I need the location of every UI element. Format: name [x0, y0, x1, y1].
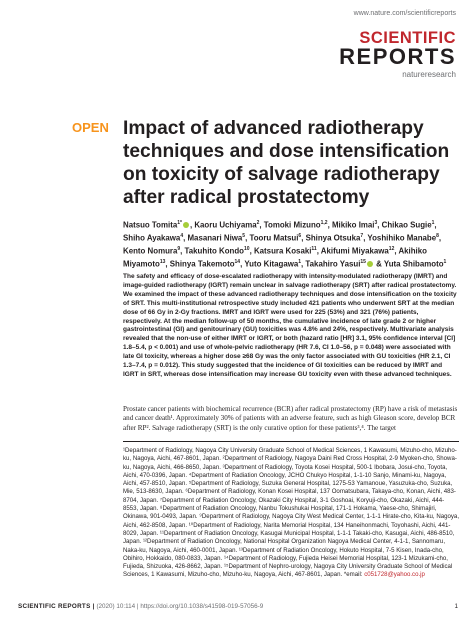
footer-journal: SCIENTIFIC REPORTS | — [18, 603, 95, 610]
author-affiliation-marker: 11 — [311, 246, 317, 253]
journal-name-line1: SCIENTIFIC — [359, 29, 456, 47]
author-affiliation-marker: 4 — [180, 233, 184, 240]
author-affiliation-marker: 8 — [436, 233, 439, 240]
author-affiliation-marker: 12 — [388, 246, 395, 253]
email-link[interactable]: c051728@yahoo.co.jp — [364, 571, 425, 579]
author-name: , Shiho Ayakawa — [123, 220, 437, 243]
author-affiliation-marker: 2 — [256, 220, 260, 226]
author-affiliation-marker: 9 — [177, 246, 181, 253]
open-access-label: OPEN — [72, 120, 109, 135]
journal-name-line2: REPORTS — [339, 44, 456, 69]
author-affiliation-marker: 1 — [443, 259, 447, 266]
journal-logo — [339, 30, 456, 81]
author-affiliation-marker: 13 — [159, 259, 166, 266]
author-affiliation-marker: 14 — [234, 259, 241, 266]
page-number: 1 — [454, 603, 458, 610]
author-affiliation-marker: 10 — [244, 246, 250, 253]
author-name: , Akihiko Miyamoto — [123, 246, 427, 269]
author-affiliation-marker: 6 — [298, 233, 302, 240]
affiliations-divider — [123, 441, 459, 442]
orcid-icon[interactable] — [183, 222, 189, 228]
author-name: Natsuo Tomita — [123, 220, 178, 230]
author-affiliation-marker: 1 — [298, 259, 302, 266]
author-affiliation-marker: 7 — [360, 233, 364, 240]
author-name: , Yoshihiko Manabe — [363, 233, 437, 243]
author-affiliation-marker: 3 — [374, 220, 378, 226]
author-name: , Mikiko Imai — [327, 220, 375, 230]
affiliations-text: ¹Department of Radiology, Nagoya City University Graduate School of Medical Sciences, 1 Kawasumi, Mizuho-cho, Mizuho-ku, Nagoya, Aichi, 467-8601, Japan. ²Department of Radiology, Nagoya Daini Red Cross Hospital, 2-9 Myoken-cho, Showa-ku, Nagoya, Aichi, 466-8650, Japan. ³Department of Radiology, Toyota Kosei Hospital, 500-1 Ibobara, Josui-cho, Toyota, Aichi, 470-0396, Japan. ⁴Department of Radiation Oncology, JCHO Chukyo Hospital, 1-1-10 Sanjo, Minami-ku, Nagoya, Aichi, 457-8510, Japan. ⁵Department of Radiology, Suzuka General Hospital, 1275-53 Yamanoue, Yasuzuka-cho, Suzuka, Mie, 513-8630, Japan. ⁶Department of Radiology, Konan Kosei Hospital, 137 Oomatsubara, Takaya-cho, Konan, Aichi, 483-8704, Japan. ⁷Department of Radiation Oncology, Okazaki City Hospital, 3-1 Goshoai, Koryuji-cho, Okazaki, Aichi, 444-8553, Japan. ⁸Department of Radiation Oncology, Nanbu Tokushukai Hospital, 171-1 Hokama, Yaese-cho, Shimajiri, Okinawa, 901-0493, Japan. ⁹Department of Radiology, Nagoya City West Medical Center, 1-1-1 Hirate-cho, Kita-ku, Nagoya, Aichi, 462-8508, Japan. ¹⁰Department of Radiology, Narita Memorial Hospital, 134 Haneihonmachi, Toyohashi, Aichi, 441-8029, Japan. ¹¹Department of Radiation Oncology, Kasugai Municipal Hospital, 1-1-1 Takaki-cho, Kasugai, Aichi, 486-8510, Japan. ¹²Department of Radiation Oncology, National Hospital Organization Nagoya Medical Center, 4-1-1, Sannomaru, Naka-ku, Nagoya, Aichi, 460-0001, Japan. ¹³Department of Radiation Oncology, Hokuto Hospital, 7-5 Kisen, Inada-cho, Obihiro, Hokkaido, 080-0833, Japan. ¹⁴Department of Radiology, Fujieda Heisei Memorial Hospital, 123-1 Mizukami-cho, Fujieda, Shizuoka, 426-8662, Japan. ¹⁵Department of Nephro-urology, Nagoya City University Graduate School of Medical Sciences, 1 Kawasumi, Mizuho-cho, Mizuho-ku, Nagoya, Aichi, 467-8601, Japan. — [123, 447, 460, 579]
author-affiliation-marker: 5 — [242, 233, 246, 240]
author-affiliation-marker: 1,2 — [320, 220, 328, 226]
author-affiliation-marker: 1* — [177, 220, 182, 226]
abstract: The safety and efficacy of dose-escalated radiotherapy with intensity-modulated radiotherapy (IMRT) and image-guided radiotherapy (IGRT) remain unclear in salvage radiotherapy (SRT) after radical prostatectomy. We examined the impact of these advanced radiotherapy techniques and dose intensification on the toxicity of SRT. This multi-institutional retrospective study included 421 patients who underwent SRT at the median dose of 66 Gy in 2-Gy fractions. IMRT and IGRT were used for 225 (53%) and 321 (76%) patients, respectively. At the median follow-up of 50 months, the cumulative incidence of late grade 2 or higher gastrointestinal (GI) and genitourinary (GU) toxicities was 4.8% and 24%, respectively. Multivariate analysis revealed that the non-use of either IMRT or IGRT, or both (hazard ratio [HR] 3.1, 95% confidence interval [CI] 1.8–5.4, p < 0.001) and use of whole-pelvic radiotherapy (HR 7.6, CI 1.0–56, p = 0.048) were associated with late GI toxicity, whereas a higher dose ≥68 Gy was the only factor associated with GU toxicities (HR 2.1, CI 1.3–7.4, p = 0.012). This study suggested that the incidence of GI toxicities can be reduced by IMRT and IGRT in SRT, whereas dose intensification may increase GU toxicity even with these advanced techniques. — [123, 273, 457, 378]
footer-citation[interactable]: (2020) 10:114 | https://doi.org/10.1038/s41598-019-57056-9 — [96, 603, 264, 610]
author-name: , Kaoru Uchiyama — [189, 220, 257, 230]
author-name: & Yuta Shibamoto — [373, 259, 444, 269]
introduction-paragraph: Prostate cancer patients with biochemical recurrence (BCR) after radical prostatectomy (RP) have a risk of metastasis and cancer death¹. Approximately 30% of patients with an adverse feature, such as high Gleason score, develop BCR after RP². Salvage radiotherapy (SRT) is the only curative option for these patients³,⁴. The target — [123, 405, 458, 432]
author-name: , Takahiro Yasui — [301, 259, 361, 269]
author-name: , Shinya Takemoto — [165, 259, 235, 269]
author-name: , Katsura Kosaki — [249, 246, 312, 256]
author-name: , Shinya Otsuka — [301, 233, 361, 243]
author-affiliation-marker: 15 — [360, 259, 366, 266]
publisher-name: natureresearch — [402, 70, 456, 79]
author-list — [123, 218, 459, 270]
article-title: Impact of advanced radiotherapy techniques and dose intensification on toxicity of salvage radiotherapy after radical prostatectomy — [123, 118, 450, 208]
author-name: , Takuhito Kondo — [180, 246, 245, 256]
author-name: , Tomoki Mizuno — [259, 220, 321, 230]
author-name: , Masanari Niwa — [183, 233, 243, 243]
author-name: , Yuto Kitagawa — [240, 259, 299, 269]
author-name: , Tooru Matsui — [245, 233, 299, 243]
orcid-icon[interactable] — [367, 261, 373, 267]
author-affiliation-marker: 1 — [431, 220, 435, 226]
email-label: *email: — [343, 571, 365, 579]
journal-url[interactable]: www.nature.com/scientificreports — [353, 10, 456, 17]
author-name: , Kento Nomura — [123, 233, 442, 256]
author-name: , Chikao Sugie — [377, 220, 432, 230]
author-name: , Akifumi Miyakawa — [316, 246, 389, 256]
page-footer — [18, 603, 458, 610]
affiliations — [123, 447, 459, 580]
